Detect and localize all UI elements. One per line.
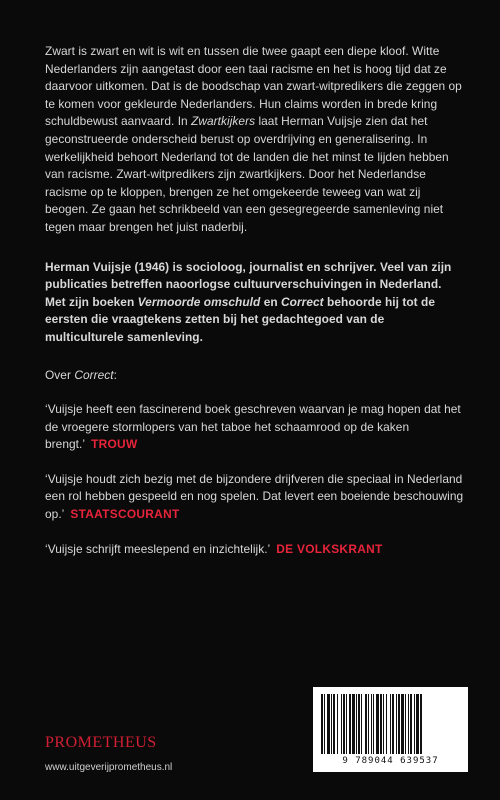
over-heading [45, 367, 465, 385]
blurb-paragraph [45, 43, 465, 237]
review-quote [45, 471, 465, 524]
blurb-text-2: laat Herman Vuijsje zien dat het geconstrueerde onderscheid berust op overdrijving en generalisering. In werkelijkheid behoort Nederland tot de landen die het minst te lijden hebben van racisme. Zwart-witpredikers zijn zwartkijkers. Door het Nederlandse racisme op te kloppen, brengen ze het omgekeerde teweeg van wat zij beogen. Ze gaan het schrikbeeld van een gesegregeerde samenleving niet tegen maar brengen het juist naderbij. [45, 114, 449, 234]
author-bio [45, 259, 465, 347]
review-quote [45, 541, 465, 559]
quote-source: DE VOLKSKRANT [276, 541, 383, 556]
publisher-block [45, 735, 172, 773]
quote-text: ‘Vuijsje schrijft meeslepend en inzichtelijk.’ [45, 541, 271, 556]
publisher-logo: PROMETHEUS [45, 734, 157, 751]
back-cover-text [45, 43, 465, 558]
over-book: Correct [74, 367, 114, 382]
over-suffix: : [113, 367, 118, 382]
isbn-number: 9 789044 639537 [342, 756, 439, 766]
barcode-bars [321, 694, 460, 754]
blurb-text-1: Zwart is zwart en wit is wit en tussen die twee gaapt een diepe kloof. Witte Nederlanders zijn aangetast door een taai racisme en het is hoog tijd dat ze daarvoor uitkomen. Dat is de boodschap van zwart-witpredikers die zeggen op te komen voor gekleurde Nederlanders. Hun claims worden in brede kring schuldbewust aanvaard. In [45, 44, 462, 129]
blurb-book-title: Zwartkijkers [191, 114, 256, 129]
over-prefix: Over [45, 367, 75, 382]
bio-book-1: Vermoorde omschuld [137, 294, 261, 309]
bio-text-3: behoorde hij tot de eersten die vraagtekens zetten bij het gedachtegoed van de multiculturele samenleving. [45, 294, 436, 344]
barcode [313, 687, 468, 772]
bio-text-1: Herman Vuijsje (1946) is socioloog, journalist en schrijver. Veel van zijn publicaties betreffen naoorlogse cultuurverschuivingen in Nederland. Met zijn boeken [45, 259, 452, 309]
publisher-website: www.uitgeverijprometheus.nl [45, 762, 173, 773]
bio-text-2: en [260, 294, 282, 309]
review-quote [45, 401, 465, 454]
quote-text: ‘Vuijsje houdt zich bezig met de bijzondere drijfveren die speciaal in Nederland een rol hebben gespeeld en nog spelen. Dat levert een boeiende beschouwing op.’ [45, 471, 464, 522]
quote-text: ‘Vuijsje heeft een fascinerend boek geschreven waarvan je mag hopen dat het de vroegere stormlopers van het taboe het schaamrood op de kaken brengt.’ [45, 402, 461, 452]
quote-source: STAATSCOURANT [70, 507, 180, 522]
bio-book-2: Correct [281, 294, 324, 309]
quote-source: TROUW [91, 437, 138, 452]
